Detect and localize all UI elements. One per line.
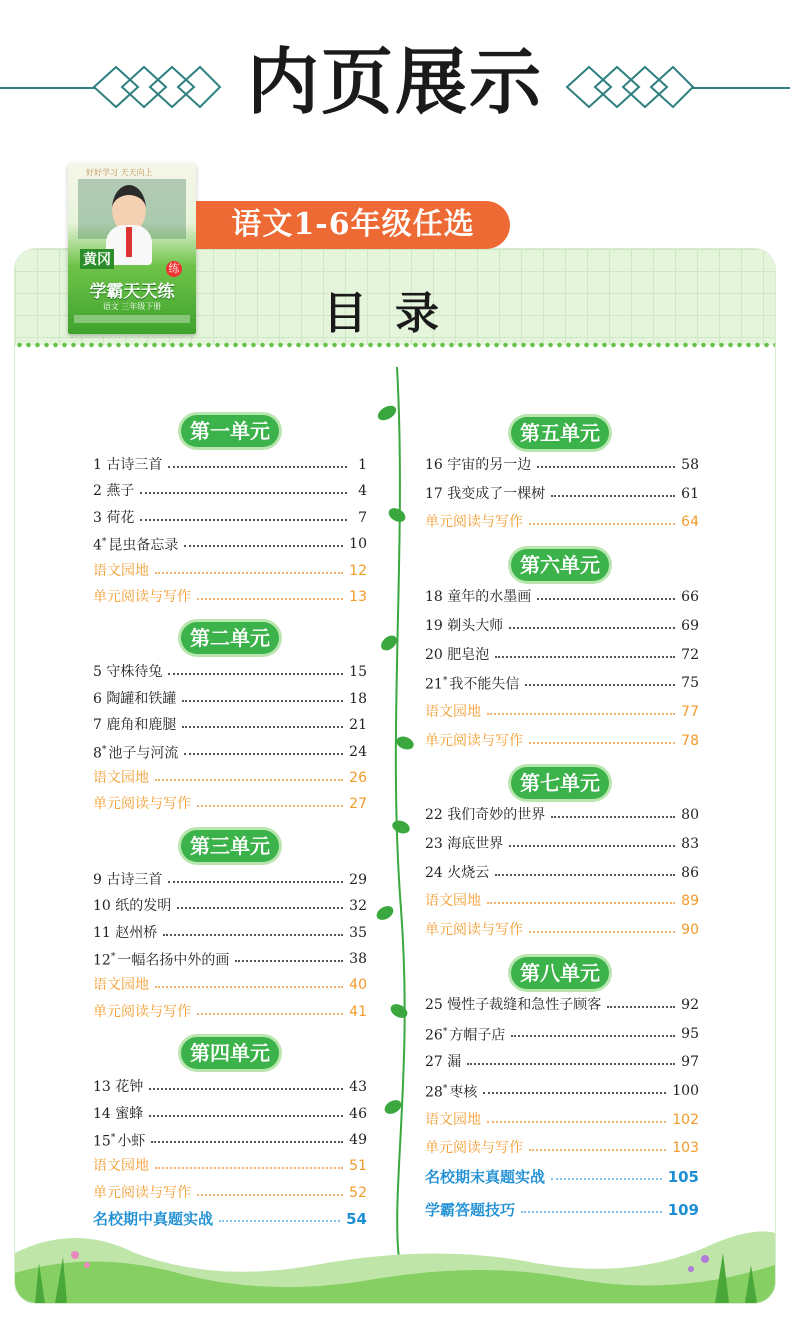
- page-number: 40: [349, 977, 367, 994]
- toc-entry-label: 28: [425, 1084, 443, 1101]
- optional-marker: *: [442, 1026, 448, 1037]
- toc-entry-title: [93, 453, 162, 477]
- toc-entry-label-rest: 枣核: [449, 1084, 478, 1101]
- dot-leader: [155, 779, 343, 781]
- page-number: 26: [349, 770, 367, 786]
- dot-leader: [168, 673, 343, 675]
- toc-entry-label: 25 慢性子裁缝和急性子顾客: [425, 996, 602, 1013]
- dot-leader: [529, 1149, 666, 1151]
- page-number: 15: [349, 664, 367, 681]
- diamond-ornament-left: [92, 64, 222, 110]
- toc-entry-title: [425, 918, 523, 942]
- toc-entry-title: [425, 1077, 477, 1105]
- toc-entry[interactable]: [93, 532, 367, 556]
- toc-entry[interactable]: [93, 1128, 367, 1152]
- unit-heading: 第六单元: [511, 549, 609, 581]
- toc-entry-label: 8: [93, 745, 102, 762]
- toc-entry-label: 1 古诗三首: [93, 457, 163, 473]
- toc-entry-label: 17 我变成了一棵树: [425, 485, 546, 502]
- toc-entry-title: [93, 792, 191, 816]
- dot-leader: [184, 545, 343, 547]
- book-feature-strip: [74, 315, 190, 323]
- toc-entry-label-rest: 我不能失信: [449, 677, 520, 694]
- toc-entry[interactable]: [93, 1075, 367, 1099]
- page-number: 24: [349, 743, 367, 760]
- toc-entry-title: [425, 614, 503, 638]
- toc-entry-label: 学霸答题技巧: [425, 1201, 516, 1219]
- dot-leader: [155, 986, 343, 988]
- toc-entry-label: 22 我们奇妙的世界: [425, 807, 546, 824]
- page-number: 35: [349, 924, 367, 941]
- toc-entry[interactable]: [93, 894, 367, 918]
- toc-entry[interactable]: [93, 559, 367, 583]
- toc-entry-label: 14 蜜蜂: [93, 1105, 144, 1122]
- toc-entry-label: 13 花钟: [93, 1079, 144, 1096]
- toc-entry[interactable]: [93, 585, 367, 609]
- toc-entry[interactable]: [425, 729, 699, 753]
- toc-entry[interactable]: [425, 585, 699, 609]
- toc-entry-label: 18 童年的水墨画: [425, 589, 532, 606]
- page-number: 52: [349, 1184, 367, 1201]
- header-rule-right: [692, 87, 790, 89]
- toc-entry[interactable]: [93, 479, 367, 503]
- toc-entry[interactable]: [93, 1102, 367, 1126]
- toc-entry-label: 单元阅读与写作: [425, 922, 523, 939]
- toc-entry-label: 19 剃头大师: [425, 617, 504, 634]
- toc-entry[interactable]: [93, 868, 367, 892]
- toc-entry[interactable]: [425, 1136, 699, 1160]
- dot-leader: [155, 1167, 343, 1169]
- dot-leader: [197, 805, 343, 807]
- page-number: 75: [681, 675, 699, 692]
- page-number: 109: [667, 1201, 699, 1219]
- toc-entry-title: [93, 559, 149, 583]
- toc-entry-label: 10 纸的发明: [93, 898, 172, 915]
- unit-heading: 第四单元: [181, 1037, 279, 1069]
- page-number: 105: [667, 1168, 699, 1186]
- grade-banner: 语文1-6年级任选: [196, 201, 510, 249]
- toc-entry-label-rest: 池子与河流: [108, 745, 179, 762]
- unit-heading: 第八单元: [511, 957, 609, 989]
- page-number: 92: [681, 996, 699, 1013]
- page-number: 83: [681, 836, 699, 852]
- page-number: 13: [349, 589, 367, 605]
- toc-entry[interactable]: [425, 803, 699, 827]
- toc-entry[interactable]: [425, 510, 699, 534]
- toc-entry[interactable]: [425, 918, 699, 942]
- optional-marker: *: [442, 1084, 448, 1095]
- dot-leader: [235, 960, 343, 962]
- page-number: 97: [681, 1054, 699, 1071]
- toc-entry-title: [425, 1108, 481, 1132]
- page-number: 43: [349, 1079, 367, 1096]
- dot-leader: [155, 572, 343, 574]
- page-number: 10: [349, 536, 367, 553]
- toc-entry-label-rest: 昆虫备忘录: [108, 538, 179, 555]
- toc-entry-title: [425, 889, 481, 913]
- toc-entry-label: 语文园地: [425, 893, 481, 910]
- page-number: 78: [681, 732, 699, 749]
- toc-entry[interactable]: [425, 832, 699, 856]
- toc-entry[interactable]: [93, 921, 367, 945]
- dot-leader: [529, 523, 675, 525]
- toc-entry-title: [93, 1075, 143, 1099]
- toc-entry-label: 单元阅读与写作: [93, 1003, 191, 1020]
- student-tie-illustration: [126, 227, 132, 257]
- dot-leader: [197, 1194, 343, 1196]
- toc-entry-title: [425, 832, 503, 856]
- dot-leader: [607, 1006, 675, 1008]
- dot-leader: [149, 1115, 343, 1117]
- page-number: 32: [349, 898, 367, 915]
- unit-heading: 第七单元: [511, 767, 609, 799]
- toc-entry-title: [93, 868, 162, 892]
- toc-entry-label: 4: [93, 538, 102, 555]
- page-number: 41: [349, 1003, 367, 1020]
- toc-entry[interactable]: [93, 1000, 367, 1024]
- dot-leader: [140, 492, 347, 494]
- toc-entry-title: [425, 729, 523, 753]
- toc-entry-label: 单元阅读与写作: [425, 1140, 523, 1157]
- dot-leader: [168, 881, 343, 883]
- page-number: 58: [681, 457, 699, 473]
- toc-entry-title: [425, 1136, 523, 1160]
- dot-leader: [551, 1178, 662, 1180]
- dot-leader: [487, 1121, 666, 1123]
- toc-entry-label: 5 守株待兔: [93, 664, 163, 681]
- toc-entry[interactable]: [425, 614, 699, 638]
- optional-marker: *: [101, 744, 107, 755]
- toc-entry[interactable]: [425, 889, 699, 913]
- toc-entry[interactable]: [93, 1154, 367, 1178]
- page-number: 51: [349, 1158, 367, 1175]
- toc-entry-label: 语文园地: [425, 1111, 481, 1128]
- toc-entry-title: [93, 1154, 149, 1178]
- toc-entry-title: [93, 945, 229, 973]
- toc-entry-title: [93, 660, 162, 684]
- toc-entry-title: [93, 687, 176, 711]
- dot-leader: [197, 598, 343, 600]
- page-number: 18: [349, 690, 367, 707]
- page-number: 77: [681, 703, 699, 720]
- toc-entry-title: [93, 921, 157, 945]
- toc-entry-label: 单元阅读与写作: [93, 589, 191, 605]
- toc-entry[interactable]: [425, 643, 699, 667]
- dot-leader: [495, 874, 675, 876]
- book-brand: 黄冈: [80, 249, 114, 269]
- unit-heading: 第一单元: [181, 415, 279, 447]
- toc-entry-title: [425, 585, 531, 609]
- toc-entry[interactable]: [425, 671, 699, 695]
- page-number: 69: [681, 617, 699, 634]
- optional-marker: *: [442, 676, 448, 687]
- toc-entry-label: 27 漏: [425, 1054, 462, 1071]
- page-number: 21: [349, 717, 367, 734]
- toc-entry-label: 20 肥皂泡: [425, 646, 490, 663]
- toc-entry-title: [93, 738, 178, 766]
- toc-entry-label: 单元阅读与写作: [425, 514, 523, 531]
- toc-entry-label: 23 海底世界: [425, 836, 504, 852]
- toc-entry-title: [425, 803, 545, 827]
- dot-leader: [551, 816, 675, 818]
- toc-entry-label: 单元阅读与写作: [425, 732, 523, 749]
- page-number: 49: [349, 1132, 367, 1148]
- page-number: 38: [349, 951, 367, 967]
- toc-entry[interactable]: [93, 506, 367, 530]
- page-number: 100: [672, 1082, 699, 1099]
- toc-entry-label: 语文园地: [93, 1158, 149, 1175]
- toc-entry-label-rest: 小虾: [117, 1133, 146, 1150]
- toc-entry[interactable]: [93, 766, 367, 790]
- page-number: 102: [672, 1111, 699, 1128]
- toc-entry-title: [93, 713, 176, 737]
- toc-entry[interactable]: [425, 861, 699, 885]
- dot-leader: [551, 495, 675, 497]
- toc-entry-title: [93, 585, 191, 609]
- page-number: 103: [672, 1140, 699, 1157]
- toc-entry-label: 7 鹿角和鹿腿: [93, 717, 177, 734]
- toc-entry-title: [425, 482, 545, 506]
- dot-leader: [509, 627, 675, 629]
- toc-entry[interactable]: [425, 1050, 699, 1074]
- page-number: 95: [681, 1025, 699, 1042]
- toc-entry-title: [425, 993, 601, 1017]
- toc-entry-title: [93, 1126, 145, 1154]
- toc-entry-label: 单元阅读与写作: [93, 1184, 191, 1201]
- toc-entry-title: [425, 1165, 545, 1189]
- book-cover: [68, 163, 196, 334]
- dot-leader: [163, 934, 343, 936]
- dot-leader: [529, 742, 675, 744]
- dot-leader: [483, 1092, 666, 1094]
- dot-leader: [182, 700, 343, 702]
- toc-entry-label: 9 古诗三首: [93, 871, 163, 888]
- dot-leader: [537, 598, 675, 600]
- toc-entry-label: 名校期中真题实战: [93, 1210, 214, 1229]
- toc-entry[interactable]: [425, 1079, 699, 1103]
- toc-entry-title: [425, 861, 489, 885]
- book-subtitle: 语文 三年级下册: [102, 302, 162, 311]
- toc-entry[interactable]: [93, 453, 367, 477]
- dot-leader: [177, 907, 343, 909]
- dot-leader: [495, 656, 675, 658]
- toc-entry-label: 语文园地: [93, 977, 149, 994]
- toc-entry-label: 16 宇宙的另一边: [425, 457, 532, 473]
- toc-entry-title: [425, 643, 489, 667]
- page-number: 54: [346, 1210, 367, 1229]
- toc-entry-label: 单元阅读与写作: [93, 796, 191, 813]
- optional-marker: *: [110, 952, 116, 963]
- page-number: 89: [681, 893, 699, 910]
- page-title: 内页展示: [246, 40, 543, 124]
- toc-entry[interactable]: [425, 453, 699, 477]
- toc-entry[interactable]: [93, 687, 367, 711]
- page-number: 29: [349, 871, 367, 888]
- toc-entry-label-rest: 一幅名扬中外的画: [117, 952, 230, 969]
- toc-entry-label: 语文园地: [425, 703, 481, 720]
- page-number: 64: [681, 514, 699, 531]
- optional-marker: *: [101, 537, 107, 548]
- toc-entry-title: [425, 700, 481, 724]
- toc-entry[interactable]: [425, 1108, 699, 1132]
- page-number: 4: [358, 483, 367, 500]
- toc-entry-label-rest: 方帽子店: [449, 1027, 506, 1044]
- page-number: 61: [681, 485, 699, 502]
- diamond-ornament-right: [565, 64, 695, 110]
- dot-leader: [467, 1063, 675, 1065]
- toc-entry-title: [425, 1020, 505, 1048]
- dot-leader: [529, 931, 675, 933]
- page-number: 90: [681, 922, 699, 939]
- toc-entry-title: [93, 1102, 143, 1126]
- optional-marker: *: [110, 1133, 116, 1144]
- toc-entry-title: [93, 766, 149, 790]
- page-number: 27: [349, 796, 367, 813]
- toc-entry-label: 15: [93, 1133, 111, 1150]
- toc-entry[interactable]: [93, 660, 367, 684]
- dot-leader: [184, 753, 343, 755]
- toc-entry-label: 语文园地: [93, 770, 149, 786]
- toc-entry-label: 6 陶罐和铁罐: [93, 690, 177, 707]
- toc-entry[interactable]: [93, 713, 367, 737]
- toc-entry-title: [93, 1181, 191, 1205]
- dot-leader: [151, 1141, 343, 1143]
- toc-entry[interactable]: [425, 993, 699, 1017]
- toc-entry-label: 12: [93, 952, 111, 969]
- toc-entry[interactable]: [425, 482, 699, 506]
- toc-entry[interactable]: [93, 947, 367, 971]
- unit-heading: 第五单元: [511, 417, 609, 449]
- dot-leader: [487, 713, 675, 715]
- page-number: 80: [681, 807, 699, 824]
- toc-entry-title: [93, 506, 134, 530]
- page-number: 86: [681, 864, 699, 881]
- page-number: 12: [349, 562, 367, 579]
- toc-entry-title: [425, 669, 519, 697]
- toc-entry-title: [93, 530, 178, 558]
- dot-leader: [182, 726, 343, 728]
- toc-entry-label: 21: [425, 677, 443, 694]
- dot-leader: [168, 466, 347, 468]
- dot-leader: [525, 684, 675, 686]
- toc-entry-title: [425, 510, 523, 534]
- dot-leader: [487, 902, 675, 904]
- toc-entry-title: [425, 453, 531, 477]
- page-number: 1: [358, 457, 367, 473]
- toc-entry[interactable]: [93, 973, 367, 997]
- toc-entry[interactable]: [425, 700, 699, 724]
- grass-decoration: [15, 1213, 775, 1303]
- book-badge: 练: [166, 261, 182, 277]
- toc-entry-title: [93, 973, 149, 997]
- toc-title: 目录: [323, 288, 467, 339]
- toc-entry[interactable]: [425, 1165, 699, 1189]
- toc-entry[interactable]: [425, 1022, 699, 1046]
- dot-leader: [509, 845, 675, 847]
- dot-leader: [149, 1088, 343, 1090]
- toc-entry-title: [425, 1050, 461, 1074]
- toc-panel: [14, 248, 776, 1304]
- toc-entry[interactable]: [93, 792, 367, 816]
- toc-entry-label: 2 燕子: [93, 483, 135, 500]
- header-rule-left: [0, 87, 95, 89]
- book-slogan: 好好学习 天天向上: [86, 168, 153, 177]
- page-number: 7: [358, 509, 367, 526]
- dot-leader: [140, 519, 347, 521]
- page-number: 46: [349, 1105, 367, 1122]
- unit-heading: 第二单元: [181, 622, 279, 654]
- dot-leader: [511, 1035, 675, 1037]
- toc-entry-title: [93, 1000, 191, 1024]
- toc-entry-label: 11 赵州桥: [93, 924, 158, 941]
- toc-entry[interactable]: [93, 740, 367, 764]
- book-title: 学霸天天练: [89, 282, 175, 302]
- dot-leader: [537, 466, 675, 468]
- toc-entry-label: 24 火烧云: [425, 864, 490, 881]
- dot-leader: [197, 1013, 343, 1015]
- toc-entry-label: 3 荷花: [93, 509, 135, 526]
- unit-heading: 第三单元: [181, 830, 279, 862]
- toc-entry-label: 语文园地: [93, 562, 149, 579]
- toc-entry[interactable]: [93, 1181, 367, 1205]
- page-number: 72: [681, 646, 699, 663]
- page-number: 66: [681, 589, 699, 606]
- toc-entry-title: [93, 479, 134, 503]
- toc-entry-label: 名校期末真题实战: [425, 1168, 546, 1186]
- toc-entry-title: [93, 894, 171, 918]
- toc-entry-label: 26: [425, 1027, 443, 1044]
